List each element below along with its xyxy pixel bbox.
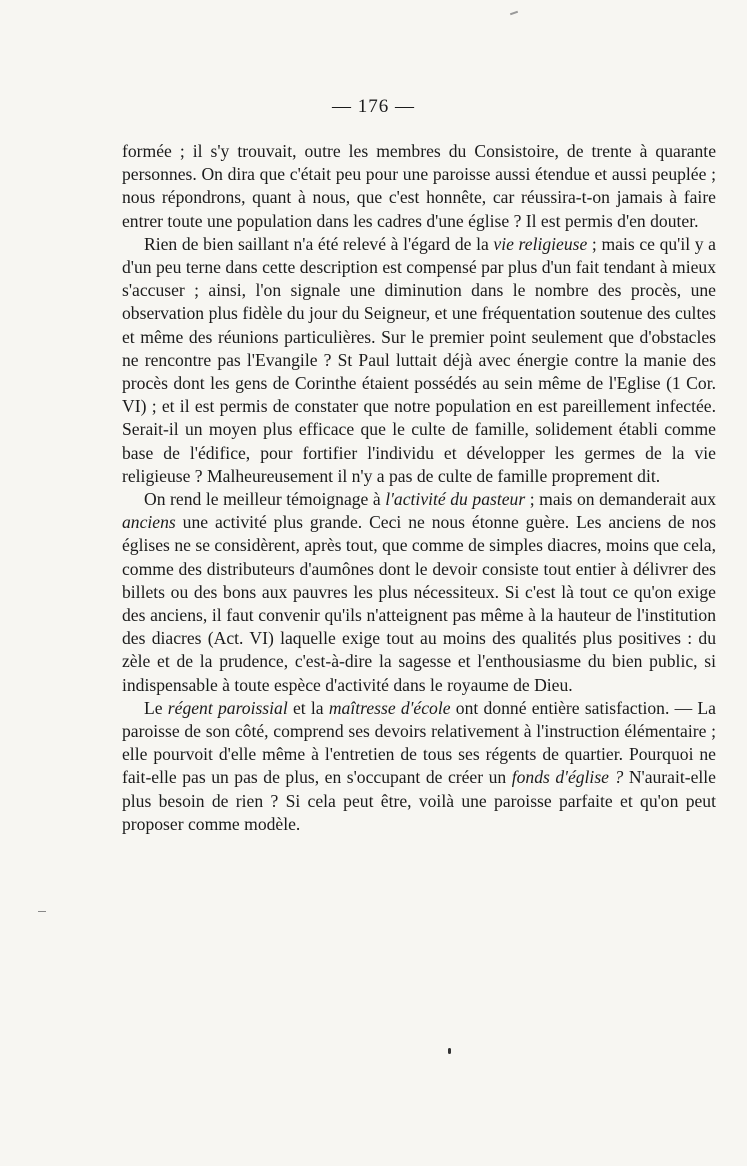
text-run: formée ; il s'y trouvait, outre les membres du Consistoire, de trente à quarante personnes. On dira que c'était peu pour une paroisse aussi étendue et aussi peuplée ; nous répondrons, quant à nous, que c'est honnête, car réussira-t-on jamais à faire entrer toute une population dans les cadres d'une église ? Il est permis d'en douter. [122,141,716,231]
ink-speck [448,1048,451,1054]
text-run: On rend le meilleur témoignage à [144,489,386,510]
italic-text: anciens [122,512,176,533]
text-run: ; mais ce qu'il y a d'un peu terne dans cette description est compensé par plus d'un fait tendant à mieux s'accuser ; ainsi, l'on signale une diminution dans le nombre des procès, une observation plus fidèle du jour du Seigneur, et une fréquentation soutenue des cultes et même des réunions particulières. Sur le premier point seulement que d'obstacles ne rencontre pas l'Evangile ? St Paul luttait déjà avec énergie contre la manie des procès dont les gens de Corinthe étaient possédés au sein même de l'Eglise (1 Cor. VI) ; et il est permis de constater que notre population en est pareillement infectée. Serait-il un moyen plus efficace que le culte de famille, solidement établi comme base de l'édifice, pour fortifier l'individu et développer les germes de la vie religieuse ? Malheureusement il n'y a pas de culte de famille proprement dit. [122,233,716,486]
italic-text: vie religieuse [493,233,588,254]
paragraph [122,233,716,488]
italic-text: maîtresse d'école [328,697,451,718]
text-run: Le [144,697,168,718]
italic-text: l'activité du pasteur [385,489,526,510]
scan-mark [510,11,518,16]
paragraph [122,140,716,233]
text-run: et la [287,697,329,718]
paragraph [122,697,716,836]
margin-mark [38,911,46,912]
italic-text: fonds d'église ? [511,767,624,788]
text-run: N'aurait-elle plus besoin de rien ? Si cela peut être, voilà une paroisse parfaite et qu'on peut proposer comme modèle. [122,767,716,834]
text-run: Rien de bien saillant n'a été relevé à l'égard de la [144,233,494,254]
text-run: ont donné entière satisfaction. — La paroisse de son côté, comprend ses devoirs relativement à l'instruction élémentaire ; elle pourvoit d'elle même à l'entretien de tous ses régents de quartier. Pourquoi ne fait-elle pas un pas de plus, en s'occupant de créer un [122,697,716,788]
text-run: ; mais on demanderait aux [525,489,716,510]
body-text [122,140,716,836]
page-number: — 176 — [332,96,415,117]
italic-text: régent paroissial [167,697,288,718]
paragraph [122,488,716,697]
text-run: une activité plus grande. Ceci ne nous étonne guère. Les anciens de nos églises ne se considèrent, après tout, que comme de simples diacres, moins que cela, comme des distributeurs d'aumônes dont le devoir consiste tout entier à délivrer des billets ou des bons aux pauvres les plus nécessiteux. Si c'est là tout ce qu'on exige des anciens, il faut convenir qu'ils n'atteignent pas même à la hauteur de l'institution des diacres (Act. VI) laquelle exige tout au moins des qualités plus positives : du zèle et de la prudence, c'est-à-dire la sagesse et l'enthousiasme du bien public, si indispensable à toute espèce d'activité dans le royaume de Dieu. [122,512,716,695]
